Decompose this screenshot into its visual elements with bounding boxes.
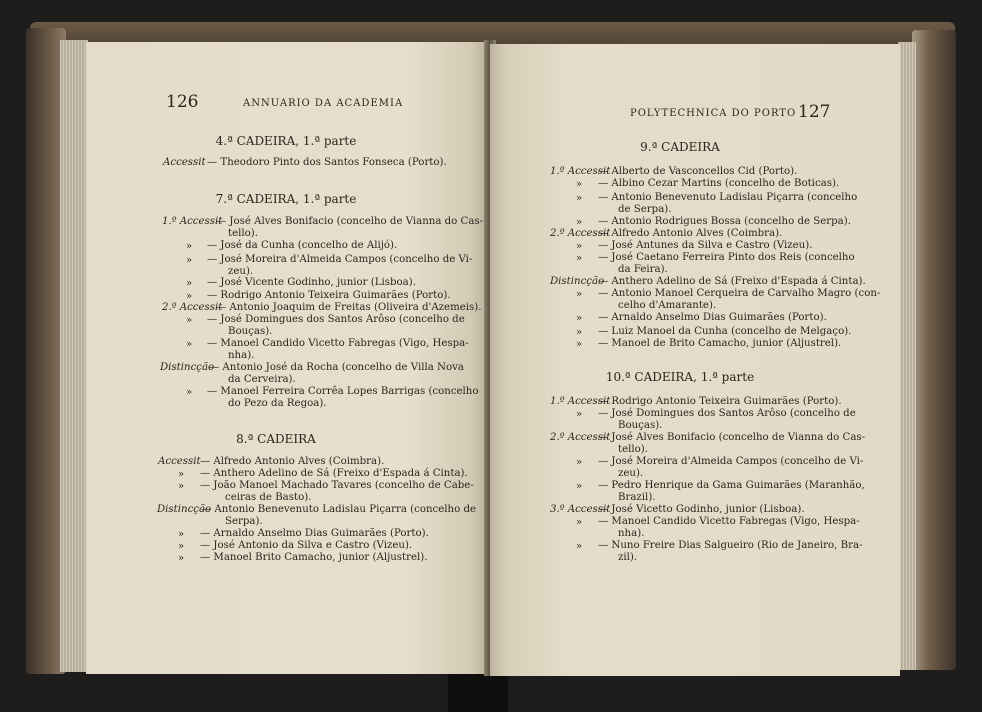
ditto-mark: » bbox=[178, 481, 185, 492]
entry-line: — Arnaldo Anselmo Dias Guimarães (Porto). bbox=[598, 312, 827, 323]
ditto-mark: » bbox=[178, 469, 185, 480]
section-heading: 4.ª CADEIRA, 1.ª parte bbox=[215, 134, 357, 148]
ditto-mark: » bbox=[186, 315, 193, 326]
entry-line: — José Alves Bonifacio (concelho de Vianna do Cas- bbox=[598, 432, 866, 443]
entry-line: — José Moreira d'Almeida Campos (concelho de Vi- bbox=[207, 254, 473, 265]
entry-line: — Pedro Henrique da Gama Guimarães (Maranhão, bbox=[598, 480, 865, 491]
entry-line: — Antonio Benevenuto Ladislau Piçarra (concelho bbox=[598, 192, 858, 203]
entry-line: — Theodoro Pinto dos Santos Fonseca (Porto). bbox=[207, 157, 447, 168]
ditto-mark: » bbox=[186, 241, 193, 252]
entry-line: — Albino Cezar Martins (concelho de Boticas). bbox=[598, 178, 840, 189]
ditto-mark: » bbox=[186, 339, 193, 350]
award-label: 2.º Accessit bbox=[550, 228, 611, 239]
entry-line: — Manoel Ferreira Corrêa Lopes Barrigas (concelho bbox=[207, 386, 479, 397]
ditto-mark: » bbox=[576, 457, 583, 468]
section-heading: 7.ª CADEIRA, 1.ª parte bbox=[215, 192, 357, 206]
ditto-mark: » bbox=[576, 253, 583, 264]
page-number: 127 bbox=[798, 102, 831, 122]
entry-line: — José Caetano Ferreira Pinto dos Reis (concelho bbox=[598, 252, 855, 263]
book-cover-right bbox=[912, 30, 956, 670]
section-heading: 8.ª CADEIRA bbox=[236, 432, 316, 446]
entry-line: Brazil). bbox=[618, 492, 656, 503]
entry-line: — João Manoel Machado Tavares (concelho de Cabe- bbox=[200, 480, 474, 491]
ditto-mark: » bbox=[576, 313, 583, 324]
ditto-mark: » bbox=[186, 387, 193, 398]
ditto-mark: » bbox=[576, 409, 583, 420]
entry-line: ceiras de Basto). bbox=[225, 492, 312, 503]
ditto-mark: » bbox=[186, 278, 193, 289]
entry-line: do Pezo da Regoa). bbox=[228, 398, 327, 409]
entry-line: nha). bbox=[228, 350, 255, 361]
entry-line: — José da Cunha (concelho de Alijó). bbox=[207, 240, 398, 251]
section-heading: 9.ª CADEIRA bbox=[640, 140, 720, 154]
entry-line: — Manoel de Brito Camacho, junior (Aljustrel). bbox=[598, 338, 842, 349]
entry-line: — Anthero Adelino de Sá (Freixo d'Espada á Cinta). bbox=[200, 468, 468, 479]
entry-line: — Luiz Manoel da Cunha (concelho de Melgaço). bbox=[598, 326, 852, 337]
entry-line: — Alberto de Vasconcellos Cid (Porto). bbox=[598, 166, 798, 177]
ditto-mark: » bbox=[576, 289, 583, 300]
award-label: 3.º Accessit bbox=[550, 504, 611, 515]
award-label: 1.º Accessit bbox=[162, 216, 223, 227]
ditto-mark: » bbox=[576, 517, 583, 528]
entry-line: de Serpa). bbox=[618, 204, 672, 215]
entry-line: — José Alves Bonifacio (concelho de Vianna do Cas- bbox=[216, 216, 484, 227]
page-edges-left bbox=[60, 40, 88, 672]
section-heading: 10.ª CADEIRA, 1.ª parte bbox=[605, 370, 755, 384]
entry-line: — Antonio Joaquim de Freitas (Oliveira d'Azemeis). bbox=[216, 302, 482, 313]
award-label: Distincção bbox=[550, 276, 605, 287]
award-label: 2.º Accessit bbox=[550, 432, 611, 443]
entry-line: — Manoel Candido Vicetto Fabregas (Vigo, Hespa- bbox=[598, 516, 860, 527]
entry-line: — Anthero Adelino de Sá (Freixo d'Espada á Cinta). bbox=[598, 276, 866, 287]
entry-line: zeu). bbox=[618, 468, 644, 479]
running-head: POLYTECHNICA DO PORTO bbox=[630, 108, 797, 119]
entry-line: — José Vicetto Godinho, junior (Lisboa). bbox=[598, 504, 805, 515]
entry-line: zil). bbox=[618, 552, 638, 563]
entry-line: — Antonio Benevenuto Ladislau Piçarra (concelho de bbox=[201, 504, 477, 515]
entry-line: — Nuno Freire Dias Salgueiro (Rio de Janeiro, Bra- bbox=[598, 540, 863, 551]
ditto-mark: » bbox=[178, 529, 185, 540]
award-label: Accessit bbox=[158, 456, 201, 467]
award-label: Distincção bbox=[160, 362, 215, 373]
award-label: Distincção bbox=[157, 504, 212, 515]
entry-line: — Antonio Manoel Cerqueira de Carvalho Magro (con- bbox=[598, 288, 881, 299]
right-page bbox=[490, 44, 900, 676]
ditto-mark: » bbox=[576, 481, 583, 492]
ditto-mark: » bbox=[576, 339, 583, 350]
ditto-mark: » bbox=[178, 541, 185, 552]
award-label: 2.º Accessit bbox=[162, 302, 223, 313]
ditto-mark: » bbox=[186, 255, 193, 266]
ditto-mark: » bbox=[576, 541, 583, 552]
ditto-mark: » bbox=[186, 291, 193, 302]
entry-line: — José Domingues dos Santos Arôso (concelho de bbox=[207, 314, 465, 325]
entry-line: — José Antunes da Silva e Castro (Vizeu). bbox=[598, 240, 813, 251]
entry-line: tello). bbox=[618, 444, 648, 455]
entry-line: Bouças). bbox=[228, 326, 273, 337]
entry-line: — Alfredo Antonio Alves (Coimbra). bbox=[598, 228, 783, 239]
entry-line: da Feira). bbox=[618, 264, 668, 275]
entry-line: nha). bbox=[618, 528, 645, 539]
ditto-mark: » bbox=[178, 553, 185, 564]
entry-line: — Rodrigo Antonio Teixeira Guimarães (Porto). bbox=[598, 396, 842, 407]
entry-line: — Manoel Candido Vicetto Fabregas (Vigo, Hespa- bbox=[207, 338, 469, 349]
entry-line: — Alfredo Antonio Alves (Coimbra). bbox=[200, 456, 385, 467]
ditto-mark: » bbox=[576, 241, 583, 252]
ditto-mark: » bbox=[576, 327, 583, 338]
page-number: 126 bbox=[166, 92, 199, 112]
running-head: ANNUARIO DA ACADEMIA bbox=[243, 98, 404, 109]
entry-line: zeu). bbox=[228, 266, 254, 277]
book-spine bbox=[448, 672, 508, 712]
page-edges-right bbox=[898, 42, 916, 670]
entry-line: — José Domingues dos Santos Arôso (concelho de bbox=[598, 408, 856, 419]
entry-line: — José Moreira d'Almeida Campos (concelho de Vi- bbox=[598, 456, 864, 467]
award-label: 1.º Accessit bbox=[550, 396, 611, 407]
entry-line: tello). bbox=[228, 228, 258, 239]
entry-line: — Arnaldo Anselmo Dias Guimarães (Porto). bbox=[200, 528, 429, 539]
entry-line: — Antonio José da Rocha (concelho de Villa Nova bbox=[209, 362, 464, 373]
award-label: Accessit bbox=[163, 157, 206, 168]
ditto-mark: » bbox=[576, 193, 583, 204]
entry-line: — Antonio Rodrigues Bossa (concelho de Serpa). bbox=[598, 216, 851, 227]
entry-line: — Manoel Brito Camacho, junior (Aljustrel). bbox=[200, 552, 428, 563]
entry-line: da Cerveira). bbox=[228, 374, 296, 385]
entry-line: — José Antonio da Silva e Castro (Vizeu). bbox=[200, 540, 413, 551]
left-page bbox=[86, 42, 488, 674]
entry-line: Serpa). bbox=[225, 516, 263, 527]
ditto-mark: » bbox=[576, 179, 583, 190]
award-label: 1.º Accessit bbox=[550, 166, 611, 177]
entry-line: — Rodrigo Antonio Teixeira Guimarães (Porto). bbox=[207, 290, 451, 301]
ditto-mark: » bbox=[576, 217, 583, 228]
entry-line: — José Vicente Godinho, junior (Lisboa). bbox=[207, 277, 416, 288]
entry-line: Bouças). bbox=[618, 420, 663, 431]
entry-line: celho d'Amarante). bbox=[618, 300, 717, 311]
